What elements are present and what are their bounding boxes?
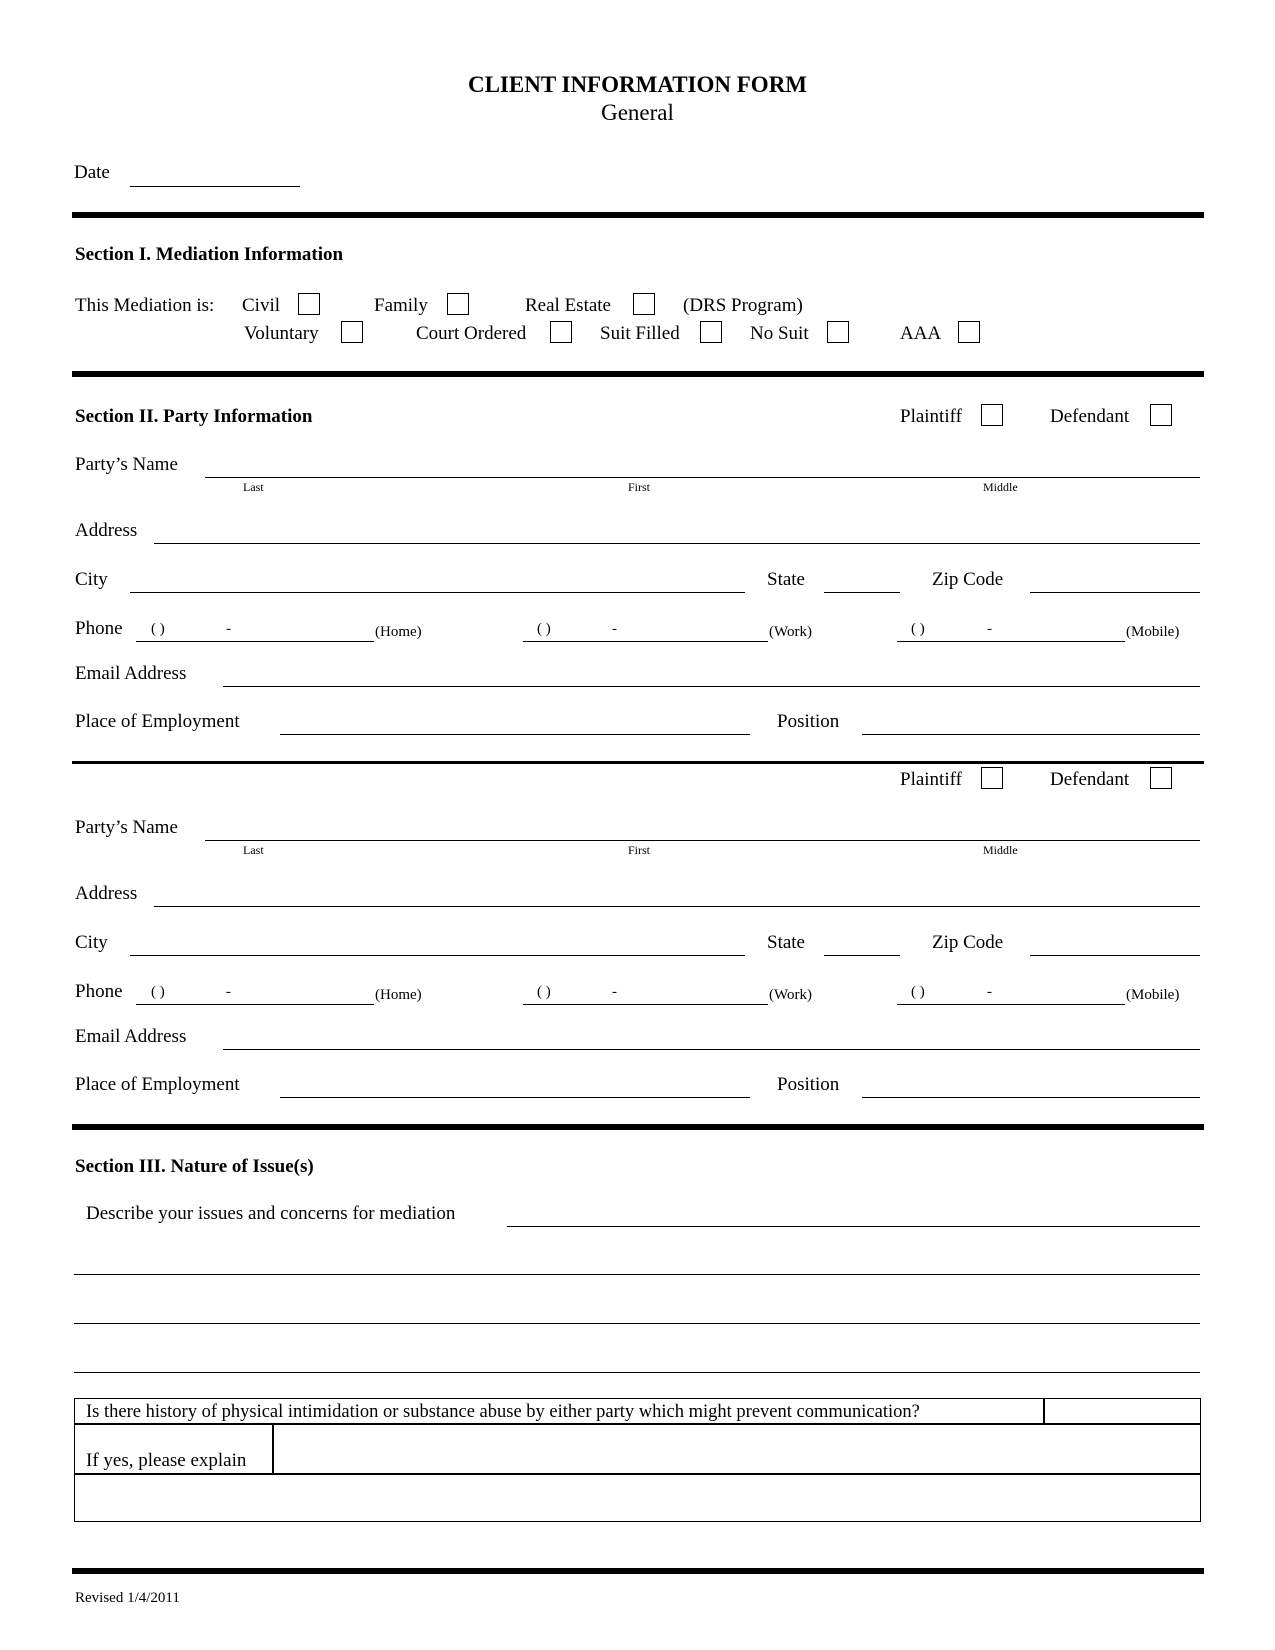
- section-divider: [72, 1124, 1204, 1130]
- party2-address-field[interactable]: [154, 906, 1200, 907]
- phone-dash: -: [987, 621, 992, 637]
- date-field[interactable]: [130, 186, 300, 187]
- plaintiff-label: Plaintiff: [900, 769, 962, 790]
- party1-home-phone-field[interactable]: [136, 641, 374, 642]
- defendant-label: Defendant: [1050, 406, 1130, 427]
- party2-state-field[interactable]: [824, 955, 900, 956]
- option-drs-program-label: (DRS Program): [683, 295, 803, 316]
- option-suit-filled-label: Suit Filled: [600, 323, 680, 344]
- issues-field-line-4[interactable]: [74, 1372, 1200, 1373]
- party2-email-field[interactable]: [223, 1049, 1200, 1050]
- form-title: CLIENT INFORMATION FORM: [467, 72, 808, 97]
- city-label: City: [75, 932, 108, 953]
- phone-label: Phone: [75, 618, 123, 639]
- phone-dash: -: [987, 984, 992, 1000]
- revised-date: Revised 1/4/2011: [75, 1590, 180, 1606]
- party2-employment-field[interactable]: [280, 1097, 750, 1098]
- state-label: State: [767, 569, 805, 590]
- no-suit-checkbox[interactable]: [827, 321, 849, 343]
- civil-checkbox[interactable]: [298, 293, 320, 315]
- work-caption: (Work): [769, 987, 812, 1003]
- party1-position-field[interactable]: [862, 734, 1200, 735]
- footer-divider: [72, 1568, 1204, 1574]
- party-divider: [72, 761, 1204, 764]
- phone-dash: -: [226, 621, 231, 637]
- phone-dash: -: [612, 621, 617, 637]
- party2-plaintiff-checkbox[interactable]: [981, 767, 1003, 789]
- party1-state-field[interactable]: [824, 592, 900, 593]
- email-label: Email Address: [75, 663, 187, 684]
- party2-zip-field[interactable]: [1030, 955, 1200, 956]
- phone-area-paren: ( ): [537, 984, 551, 1000]
- party-name-label: Party’s Name: [75, 817, 178, 838]
- first-caption: First: [628, 843, 651, 857]
- party2-work-phone-field[interactable]: [523, 1004, 768, 1005]
- table-rule: [74, 1423, 1201, 1425]
- issues-field-line-3[interactable]: [74, 1323, 1200, 1324]
- phone-area-paren: ( ): [911, 621, 925, 637]
- explain-label: If yes, please explain: [86, 1450, 247, 1471]
- suit-filled-checkbox[interactable]: [700, 321, 722, 343]
- address-label: Address: [75, 520, 138, 541]
- party-name-label: Party’s Name: [75, 454, 178, 475]
- zip-label: Zip Code: [932, 569, 1004, 590]
- party1-zip-field[interactable]: [1030, 592, 1200, 593]
- city-label: City: [75, 569, 108, 590]
- section3-heading: Section III. Nature of Issue(s): [75, 1156, 314, 1177]
- party2-mobile-phone-field[interactable]: [897, 1004, 1125, 1005]
- employment-label: Place of Employment: [75, 711, 240, 732]
- address-label: Address: [75, 883, 138, 904]
- party1-plaintiff-checkbox[interactable]: [981, 404, 1003, 426]
- issues-field-line-2[interactable]: [74, 1274, 1200, 1275]
- option-voluntary-label: Voluntary: [244, 323, 319, 344]
- court-ordered-checkbox[interactable]: [550, 321, 572, 343]
- party1-defendant-checkbox[interactable]: [1150, 404, 1172, 426]
- family-checkbox[interactable]: [447, 293, 469, 315]
- issues-field-line-1[interactable]: [507, 1226, 1200, 1227]
- table-rule: [74, 1473, 1201, 1475]
- party2-defendant-checkbox[interactable]: [1150, 767, 1172, 789]
- table-rule: [272, 1424, 274, 1474]
- mobile-caption: (Mobile): [1126, 987, 1180, 1003]
- history-answer-cell[interactable]: [1045, 1400, 1199, 1422]
- party1-email-field[interactable]: [223, 686, 1200, 687]
- real-estate-checkbox[interactable]: [633, 293, 655, 315]
- home-caption: (Home): [375, 987, 422, 1003]
- position-label: Position: [777, 1074, 840, 1095]
- aaa-checkbox[interactable]: [958, 321, 980, 343]
- work-caption: (Work): [769, 624, 812, 640]
- option-court-ordered-label: Court Ordered: [416, 323, 527, 344]
- option-family-label: Family: [374, 295, 428, 316]
- describe-label: Describe your issues and concerns for mediation: [86, 1203, 456, 1224]
- option-civil-label: Civil: [242, 295, 281, 316]
- phone-area-paren: ( ): [911, 984, 925, 1000]
- explain-field-continued[interactable]: [76, 1476, 1199, 1520]
- defendant-label: Defendant: [1050, 769, 1130, 790]
- phone-area-paren: ( ): [151, 984, 165, 1000]
- option-no-suit-label: No Suit: [750, 323, 809, 344]
- email-label: Email Address: [75, 1026, 187, 1047]
- state-label: State: [767, 932, 805, 953]
- party1-city-field[interactable]: [130, 592, 745, 593]
- option-real-estate-label: Real Estate: [525, 295, 611, 316]
- party2-home-phone-field[interactable]: [136, 1004, 374, 1005]
- section-divider: [72, 371, 1204, 377]
- phone-area-paren: ( ): [537, 621, 551, 637]
- phone-area-paren: ( ): [151, 621, 165, 637]
- voluntary-checkbox[interactable]: [341, 321, 363, 343]
- last-caption: Last: [243, 843, 264, 857]
- party1-name-field[interactable]: [205, 477, 1200, 478]
- option-aaa-label: AAA: [900, 323, 942, 344]
- middle-caption: Middle: [983, 480, 1018, 494]
- explain-field[interactable]: [275, 1426, 1199, 1472]
- section1-heading: Section I. Mediation Information: [75, 244, 344, 265]
- party2-city-field[interactable]: [130, 955, 745, 956]
- plaintiff-label: Plaintiff: [900, 406, 962, 427]
- party2-name-field[interactable]: [205, 840, 1200, 841]
- party1-mobile-phone-field[interactable]: [897, 641, 1125, 642]
- history-question: Is there history of physical intimidation or substance abuse by either party which might prevent communication?: [86, 1402, 920, 1422]
- date-label: Date: [74, 162, 110, 183]
- section2-heading: Section II. Party Information: [75, 406, 313, 427]
- last-caption: Last: [243, 480, 264, 494]
- home-caption: (Home): [375, 624, 422, 640]
- party1-employment-field[interactable]: [280, 734, 750, 735]
- form-subtitle: General: [601, 100, 674, 125]
- first-caption: First: [628, 480, 651, 494]
- party2-position-field[interactable]: [862, 1097, 1200, 1098]
- party1-work-phone-field[interactable]: [523, 641, 768, 642]
- zip-label: Zip Code: [932, 932, 1004, 953]
- employment-label: Place of Employment: [75, 1074, 240, 1095]
- mobile-caption: (Mobile): [1126, 624, 1180, 640]
- position-label: Position: [777, 711, 840, 732]
- middle-caption: Middle: [983, 843, 1018, 857]
- phone-dash: -: [612, 984, 617, 1000]
- party1-address-field[interactable]: [154, 543, 1200, 544]
- mediation-prompt: This Mediation is:: [75, 295, 215, 316]
- phone-label: Phone: [75, 981, 123, 1002]
- section-divider: [72, 212, 1204, 218]
- phone-dash: -: [226, 984, 231, 1000]
